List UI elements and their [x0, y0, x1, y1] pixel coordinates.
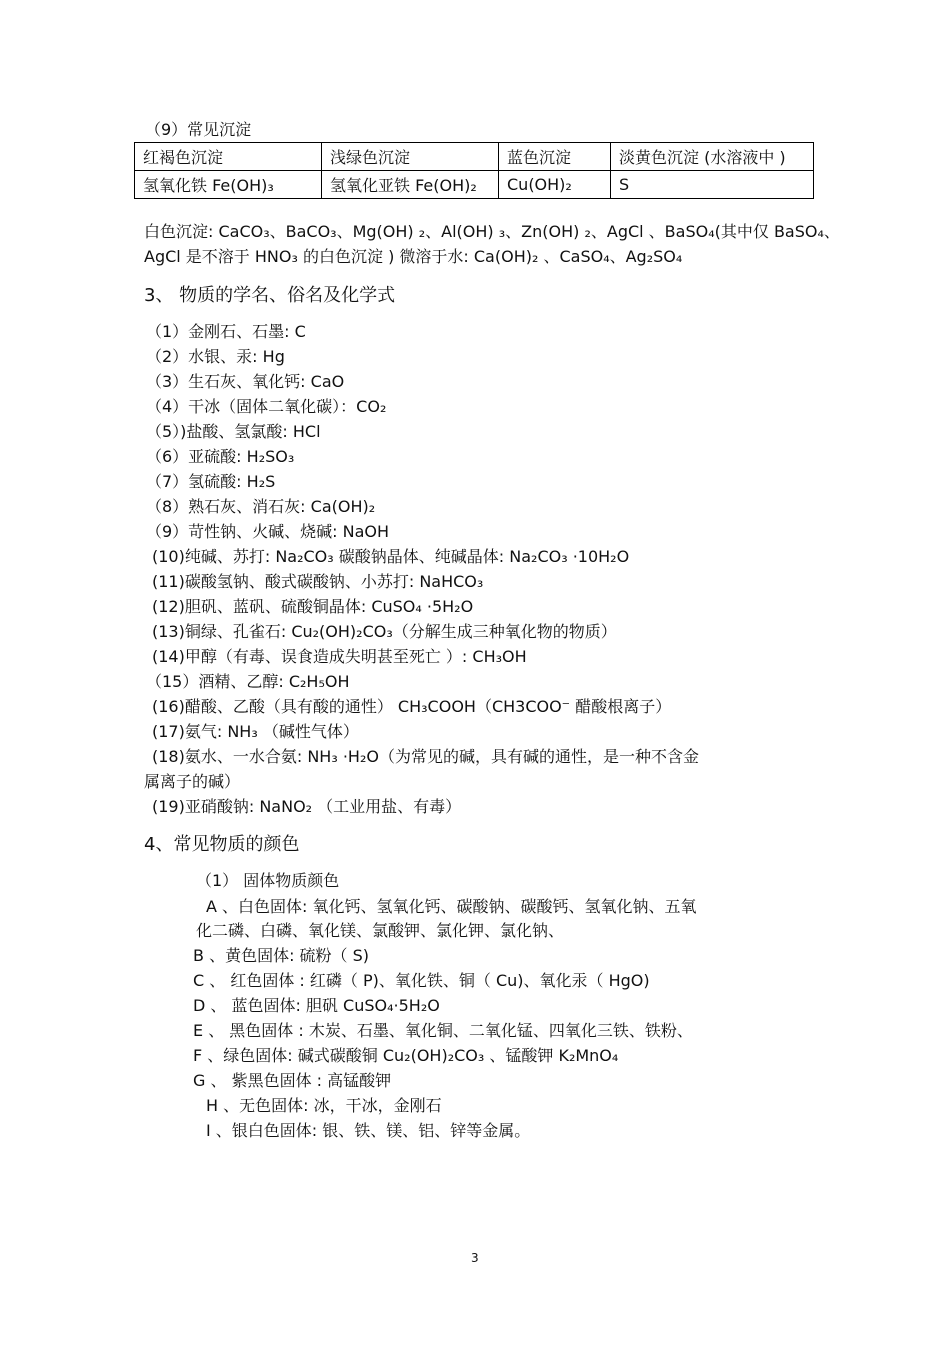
table-header-cell: 红褐色沉淀: [135, 143, 322, 171]
color-item: F 、绿色固体: 碱式碳酸铜 Cu₂(OH)₂CO₃ 、锰酸钾 K₂MnO₄: [193, 1046, 619, 1065]
sec3-item: （5）)盐酸、氢氯酸: HCl: [146, 422, 321, 441]
table-row: [135, 171, 814, 199]
color-item: I 、银白色固体: 银、铁、镁、铝、锌等金属。: [206, 1121, 531, 1140]
sec3-item: (17)氨气: NH₃ （碱性气体）: [152, 722, 359, 741]
page-number: 3: [471, 1251, 479, 1265]
table-header-row: [135, 143, 814, 171]
section-4-title: 4、常见物质的颜色: [144, 834, 300, 855]
table-header-cell: 浅绿色沉淀: [322, 143, 499, 171]
sec3-item: (19)亚硝酸钠: NaNO₂ （工业用盐、有毒）: [152, 797, 462, 816]
sec3-item: (16)醋酸、乙酸（具有酸的通性） CH₃COOH（CH3COO⁻ 醋酸根离子）: [152, 697, 672, 716]
color-item: A 、白色固体: 氧化钙、氢氧化钙、碳酸钠、碳酸钙、氢氧化钠、五氧: [206, 897, 697, 916]
sec3-item: （4）干冰（固体二氧化碳）：CO₂: [146, 397, 387, 416]
table-cell: 氢氧化铁 Fe(OH)₃: [135, 171, 322, 199]
sec3-item: （3）生石灰、氧化钙: CaO: [146, 372, 345, 391]
table-cell: S: [611, 171, 814, 199]
color-item: 化二磷、白磷、氧化镁、氯酸钾、氯化钾、氯化钠、: [196, 921, 565, 940]
color-item: G 、 紫黑色固体 : 高锰酸钾: [193, 1071, 392, 1090]
color-item: C 、 红色固体 : 红磷（ P)、氧化铁、铜（ Cu)、氧化汞（ HgO): [193, 971, 650, 990]
table-cell: Cu(OH)₂: [499, 171, 611, 199]
sec3-item: (10)纯碱、苏打: Na₂CO₃ 碳酸钠晶体、纯碱晶体: Na₂CO₃ ·10H₂O: [152, 547, 630, 566]
sec3-item: (11)碳酸氢钠、酸式碳酸钠、小苏打: NaHCO₃: [152, 572, 484, 591]
table-header-cell: 淡黄色沉淀 (水溶液中 ): [611, 143, 814, 171]
sec3-item: (18)氨水、一水合氨: NH₃ ·H₂O（为常见的碱，具有碱的通性，是一种不含金: [152, 747, 699, 766]
sec4-subheading: （1） 固体物质颜色: [196, 871, 340, 890]
sec3-item: （7）氢硫酸: H₂S: [146, 472, 276, 491]
sec3-item: (14)甲醇（有毒、误食造成失明甚至死亡 ）: CH₃OH: [152, 647, 527, 666]
sec3-item: (12)胆矾、蓝矾、硫酸铜晶体: CuSO₄ ·5H₂O: [152, 597, 474, 616]
color-item: D 、 蓝色固体: 胆矾 CuSO₄·5H₂O: [193, 996, 440, 1015]
sec3-item: （8）熟石灰、消石灰: Ca(OH)₂: [146, 497, 376, 516]
precipitate-table: [134, 142, 814, 199]
table-header-cell: 蓝色沉淀: [499, 143, 611, 171]
precip-heading: （9）常见沉淀: [145, 120, 252, 139]
sec3-item: （9）苛性钠、火碱、烧碱: NaOH: [146, 522, 390, 541]
sec3-item-continuation: 属离子的碱）: [144, 772, 241, 791]
table-cell: 氢氧化亚铁 Fe(OH)₂: [322, 171, 499, 199]
white-precip-line-1: 白色沉淀: CaCO₃、BaCO₃、Mg(OH) ₂、Al(OH) ₃、Zn(OH) ₂、AgCl 、BaSO₄(其中仅 BaSO₄、: [144, 222, 840, 241]
section-3-title: 3、 物质的学名、俗名及化学式: [144, 285, 396, 306]
sec3-item: (13)铜绿、孔雀石: Cu₂(OH)₂CO₃（分解生成三种氧化物的物质）: [152, 622, 617, 641]
color-item: B 、黄色固体: 硫粉（ S): [193, 946, 370, 965]
sec3-item: （1）金刚石、石墨: C: [146, 322, 306, 341]
color-item: H 、无色固体: 冰，干冰，金刚石: [206, 1096, 442, 1115]
sec3-item: （15）酒精、乙醇: C₂H₅OH: [146, 672, 350, 691]
color-item: E 、 黑色固体 : 木炭、石墨、氧化铜、二氧化锰、四氧化三铁、铁粉、: [193, 1021, 693, 1040]
white-precip-line-2: AgCl 是不溶于 HNO₃ 的白色沉淀 ) 微溶于水: Ca(OH)₂ 、CaSO₄、Ag₂SO₄: [144, 247, 683, 266]
sec3-item: （2）水银、汞: Hg: [146, 347, 285, 366]
sec3-item: （6）亚硫酸: H₂SO₃: [146, 447, 295, 466]
